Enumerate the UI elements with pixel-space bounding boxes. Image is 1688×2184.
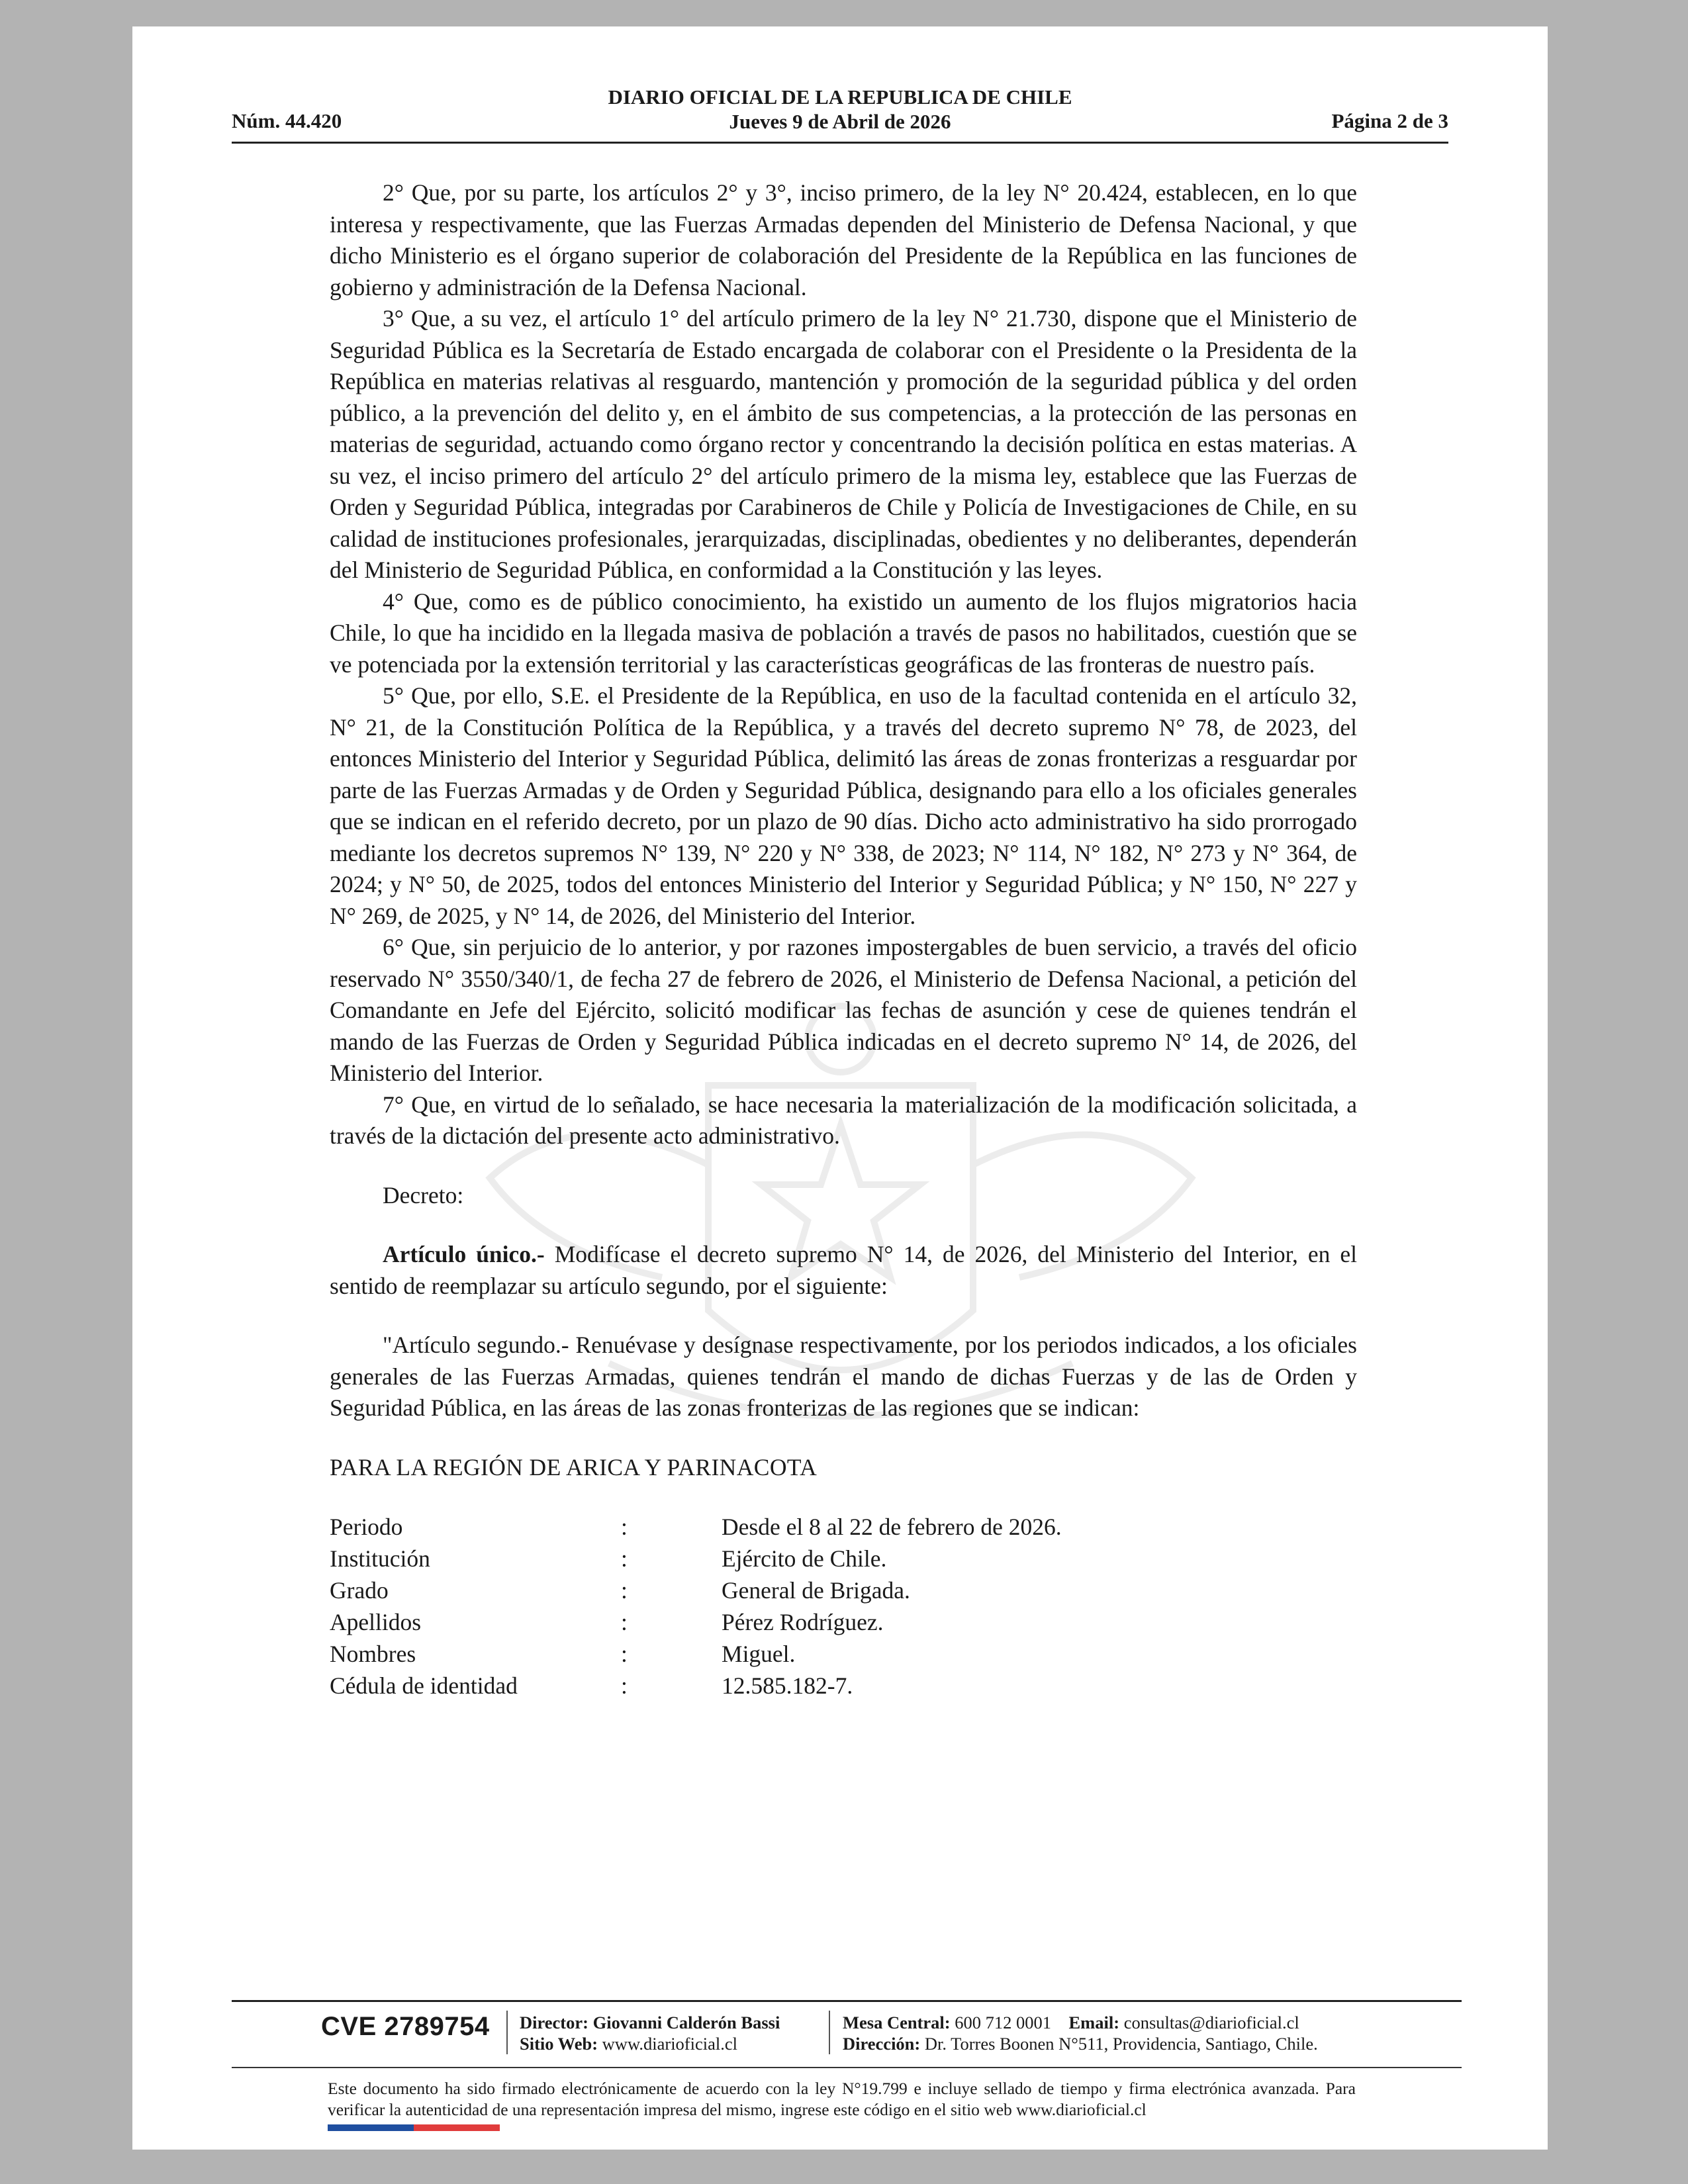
detail-label: Apellidos	[330, 1609, 422, 1635]
officer-details-table	[330, 1511, 1062, 1702]
mesa-label: Mesa Central:	[843, 2013, 951, 2032]
footer-director-block	[520, 2012, 780, 2054]
considerando-5: 5° Que, por ello, S.E. el Presidente de la República, en uso de la facultad contenida en el artículo 32, N° 21, de la Constitución Política de la República, y a través del decreto supremo N° 78, de 2023, del entonces Ministerio del Interior y Seguridad Pública, delimitó las áreas de zonas fronterizas a resguardar por parte de las Fuerzas Armadas y de Orden y Seguridad Pública, designando para ello a los oficiales generales que se indican en el referido decreto, por un plazo de 90 días. Dicho acto administrativo ha sido prorrogado mediante los decretos supremos N° 139, N° 220 y N° 338, de 2023; N° 114, N° 182, N° 273 y N° 364, de 2024; y N° 50, de 2025, todos del entonces Ministerio del Interior y Seguridad Pública; y N° 150, N° 227 y N° 269, de 2025, y N° 14, de 2026, del Ministerio del Interior.	[330, 682, 1357, 929]
issue-date: Jueves 9 de Abril de 2026	[729, 110, 951, 133]
detail-value: Ejército de Chile.	[722, 1545, 887, 1572]
detail-separator: :	[621, 1672, 628, 1699]
detail-separator: :	[621, 1609, 628, 1635]
footer-divider-mid	[232, 2067, 1462, 2068]
detail-separator: :	[621, 1545, 628, 1572]
detail-label: Nombres	[330, 1641, 416, 1667]
footer-separator	[506, 2011, 508, 2054]
decreto-label: Decreto:	[383, 1181, 464, 1208]
considerando-3: 3° Que, a su vez, el artículo 1° del artículo primero de la ley N° 21.730, dispone que el Ministerio de Seguridad Pública es la Secretaría de Estado encargada de colaborar con el Presidente o la Presidenta de la República en materias relativas al resguardo, mantención y promoción de la seguridad pública y del orden público, a la prevención del delito y, en el ámbito de sus competencias, a la protección de las personas en materias de seguridad, actuando como órgano rector y concentrando la decisión política en estas materias. A su vez, el inciso primero del artículo 2° del artículo primero de la misma ley, establece que las Fuerzas de Orden y Seguridad Pública, integradas por Carabineros de Chile y Policía de Investigaciones de Chile, en su calidad de instituciones profesionales, jerarquizadas, disciplinadas, obedientes y no deliberantes, dependerán del Ministerio de Seguridad Pública, en conformidad a la Constitución y las leyes.	[330, 305, 1357, 583]
footer-divider-top	[232, 2000, 1462, 2002]
detail-row	[330, 1574, 1062, 1606]
articulo-unico	[330, 1239, 1357, 1302]
flag-stripe-red	[414, 2124, 500, 2131]
detail-label: Institución	[330, 1545, 430, 1572]
detail-value: Pérez Rodríguez.	[722, 1609, 884, 1635]
director-label: Director:	[520, 2013, 588, 2032]
page-indicator: Página 2 de 3	[1331, 109, 1448, 132]
detail-value: General de Brigada.	[722, 1577, 910, 1604]
document-page	[132, 26, 1548, 2150]
document-body	[330, 177, 1357, 1702]
detail-separator: :	[621, 1514, 628, 1540]
web-label: Sitio Web:	[520, 2034, 598, 2054]
detail-row	[330, 1670, 1062, 1702]
detail-label: Cédula de identidad	[330, 1672, 518, 1699]
direccion-value: Dr. Torres Boonen N°511, Providencia, Santiago, Chile.	[924, 2034, 1318, 2054]
signature-note: Este documento ha sido firmado electrónicamente de acuerdo con la ley N°19.799 e incluye sellado de tiempo y firma electrónica avanzada. Para verificar la autenticidad de una representación impresa del mismo, ingrese este código en el sitio web www.diarioficial.cl	[328, 2079, 1356, 2119]
email-link[interactable]: consultas@diarioficial.cl	[1123, 2013, 1299, 2032]
detail-row	[330, 1638, 1062, 1670]
cve-code: CVE 2789754	[321, 2012, 490, 2041]
mesa-phone: 600 712 0001	[955, 2013, 1051, 2032]
detail-row	[330, 1606, 1062, 1638]
detail-value: Desde el 8 al 22 de febrero de 2026.	[722, 1514, 1062, 1540]
articulo-unico-label: Artículo único.-	[383, 1241, 545, 1267]
header-divider	[232, 142, 1448, 144]
footer-separator	[829, 2011, 830, 2054]
director-name: Giovanni Calderón Bassi	[592, 2013, 780, 2032]
considerando-2: 2° Que, por su parte, los artículos 2° y 3°, inciso primero, de la ley N° 20.424, establecen, en lo que interesa y respectivamente, que las Fuerzas Armadas dependen del Ministerio de Defensa Nacional, y que dicho Ministerio es el órgano superior de colaboración del Presidente de la República en las funciones de gobierno y administración de la Defensa Nacional.	[330, 179, 1357, 300]
gazette-title: DIARIO OFICIAL DE LA REPUBLICA DE CHILE	[608, 85, 1072, 109]
email-label: Email:	[1068, 2013, 1120, 2032]
detail-value: Miguel.	[722, 1641, 796, 1667]
detail-separator: :	[621, 1641, 628, 1667]
web-link[interactable]: www.diarioficial.cl	[602, 2034, 737, 2054]
detail-row	[330, 1511, 1062, 1543]
articulo-unico-text: Modifícase el decreto supremo N° 14, de 2026, del Ministerio del Interior, en el sentido de reemplazar su artículo segundo, por el siguiente:	[330, 1241, 1358, 1299]
detail-value: 12.585.182-7.	[722, 1672, 853, 1699]
considerando-7: 7° Que, en virtud de lo señalado, se hace necesaria la materialización de la modificación solicitada, a través de la dictación del presente acto administrativo.	[330, 1091, 1357, 1149]
issue-number: Núm. 44.420	[232, 109, 342, 132]
direccion-label: Dirección:	[843, 2034, 921, 2054]
detail-row	[330, 1543, 1062, 1574]
detail-separator: :	[621, 1577, 628, 1604]
flag-stripe-blue	[328, 2124, 414, 2131]
region-title: PARA LA REGIÓN DE ARICA Y PARINACOTA	[330, 1453, 818, 1480]
detail-label: Grado	[330, 1577, 389, 1604]
footer-contact-block	[843, 2012, 1318, 2054]
considerando-4: 4° Que, como es de público conocimiento, ha existido un aumento de los flujos migratorios hacia Chile, lo que ha incidido en la llegada masiva de población a través de pasos no habilitados, cuestión que se ve potenciada por la extensión territorial y las características geográficas de las fronteras de nuestro país.	[330, 588, 1357, 678]
articulo-segundo: "Artículo segundo.- Renuévase y desígnase respectivamente, por los periodos indicados, a los oficiales generales de las Fuerzas Armadas, quienes tendrán el mando de dichas Fuerzas y de las de Orden y Seguridad Pública, en las áreas de las zonas fronterizas de las regiones que se indican:	[330, 1332, 1357, 1421]
detail-label: Periodo	[330, 1514, 403, 1540]
considerando-6: 6° Que, sin perjuicio de lo anterior, y por razones impostergables de buen servicio, a través del oficio reservado N° 3550/340/1, de fecha 27 de febrero de 2026, el Ministerio de Defensa Nacional, a petición del Comandante en Jefe del Ejército, solicitó modificar las fechas de asunción y cese de quienes tendrán el mando de las Fuerzas de Orden y Seguridad Pública indicadas en el decreto supremo N° 14, de 2026, del Ministerio del Interior.	[330, 934, 1357, 1086]
